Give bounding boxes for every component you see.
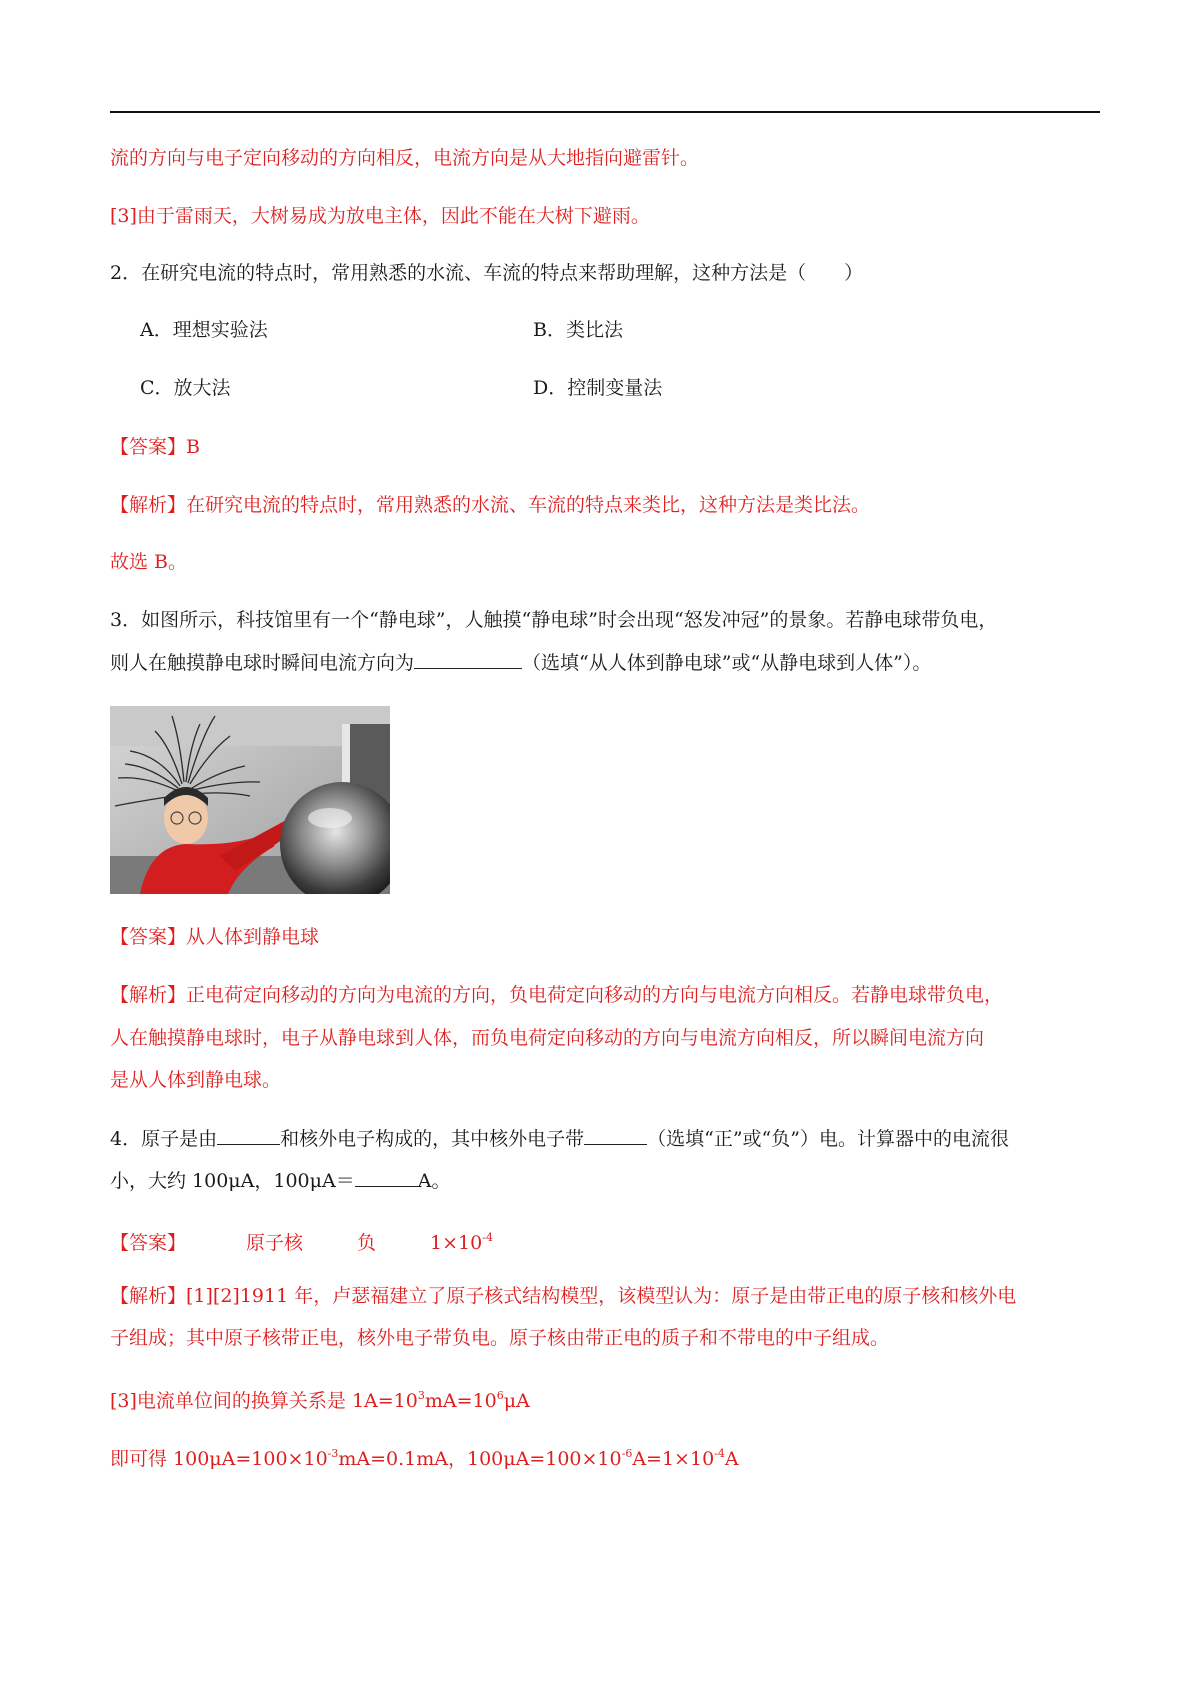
header-rule <box>110 111 1100 113</box>
q2-option-b: B．类比法 <box>533 319 623 341</box>
q4-analysis-line-2: 子组成；其中原子核带正电，核外电子带负电。原子核由带正电的质子和不带电的中子组成。 <box>110 1327 890 1349</box>
q4-stem-text: 4．原子是由 <box>110 1128 218 1150</box>
q2-analysis <box>110 491 870 519</box>
answer-tag: 【答案】 <box>110 926 187 948</box>
answer-value: B <box>186 436 200 458</box>
static-ball-photo <box>110 706 390 894</box>
analysis-tag: 【解析】 <box>110 984 187 1006</box>
formula-exp: -4 <box>714 1447 725 1460</box>
q3-answer <box>110 923 319 951</box>
answer-value-2: 负 <box>357 1232 377 1254</box>
q3-stem-line-2 <box>110 648 931 677</box>
answer-value: 从人体到静电球 <box>186 926 320 948</box>
q3-analysis-line-1 <box>110 981 1003 1009</box>
answer-value-3-base: 1×10 <box>430 1232 483 1254</box>
analysis-tag: 【解析】 <box>110 494 187 516</box>
formula-text: [3]电流单位间的换算关系是 1A=10 <box>110 1390 418 1412</box>
q1-analysis-line-3: [3]由于雷雨天，大树易成为放电主体，因此不能在大树下避雨。 <box>110 205 650 227</box>
q4-analysis-line-4 <box>110 1440 739 1473</box>
q4-analysis-line-1 <box>110 1282 1016 1310</box>
q4-stem-text: 小，大约 100μA，100μA＝ <box>110 1170 355 1192</box>
q4-stem-line-1 <box>110 1124 1009 1153</box>
answer-value-3 <box>430 1232 493 1254</box>
formula-exp: -6 <box>621 1447 633 1460</box>
formula-text: 即可得 100μA=100×10 <box>110 1448 328 1470</box>
answer-value-1: 原子核 <box>246 1232 304 1254</box>
q3-analysis-line-3: 是从人体到静电球。 <box>110 1069 282 1091</box>
q4-answer <box>110 1224 493 1257</box>
q4-stem-text: A。 <box>417 1170 451 1192</box>
q4-stem-text: 和核外电子构成的，其中核外电子带 <box>280 1128 585 1150</box>
analysis-text: [1][2]1911 年，卢瑟福建立了原子核式结构模型，该模型认为：原子是由带正电的原子核和核外电 <box>186 1285 1017 1307</box>
q2-answer <box>110 433 200 461</box>
q4-blank-1 <box>217 1124 280 1145</box>
analysis-text: 在研究电流的特点时，常用熟悉的水流、车流的特点来类比，这种方法是类比法。 <box>186 494 871 516</box>
q4-blank-2 <box>584 1124 647 1145</box>
formula-exp: 3 <box>417 1389 425 1402</box>
q2-conclusion: 故选 B。 <box>110 551 188 573</box>
q4-stem-line-2 <box>110 1166 450 1195</box>
q4-blank-3 <box>355 1166 418 1187</box>
answer-value-3-exp: -4 <box>482 1231 493 1244</box>
formula-text: mA=10 <box>424 1390 497 1412</box>
q2-stem: 2．在研究电流的特点时，常用熟悉的水流、车流的特点来帮助理解，这种方法是（ ） <box>110 262 864 284</box>
formula-exp: -3 <box>327 1447 339 1460</box>
formula-text: A <box>724 1448 739 1470</box>
q4-analysis-line-3 <box>110 1382 530 1415</box>
q3-stem-line-1: 3．如图所示，科技馆里有一个“静电球”，人触摸“静电球”时会出现“怒发冲冠”的景象。若静电球带负电， <box>110 609 998 631</box>
analysis-tag: 【解析】 <box>110 1285 187 1307</box>
q3-stem-text-end: （选填“从人体到静电球”或“从静电球到人体”）。 <box>522 652 932 674</box>
q2-option-a: A．理想实验法 <box>140 319 268 341</box>
q2-option-c: C．放大法 <box>140 377 231 399</box>
q4-stem-text: （选填“正”或“负”）电。计算器中的电流很 <box>647 1128 1009 1150</box>
formula-text: mA=0.1mA，100μA=100×10 <box>338 1448 622 1470</box>
q3-stem-text: 则人在触摸静电球时瞬间电流方向为 <box>110 652 415 674</box>
answer-tag: 【答案】 <box>110 436 187 458</box>
q3-analysis-line-2: 人在触摸静电球时，电子从静电球到人体，而负电荷定向移动的方向与电流方向相反，所以瞬间电流方向 <box>110 1027 985 1049</box>
formula-exp: 6 <box>496 1389 504 1402</box>
static-ball-illustration <box>110 706 390 894</box>
formula-text: A=1×10 <box>632 1448 715 1470</box>
q3-answer-blank <box>414 648 522 669</box>
answer-tag: 【答案】 <box>110 1232 187 1254</box>
formula-text: μA <box>503 1390 530 1412</box>
q1-analysis-line: 流的方向与电子定向移动的方向相反，电流方向是从大地指向避雷针。 <box>110 147 700 169</box>
analysis-text: 正电荷定向移动的方向为电流的方向，负电荷定向移动的方向与电流方向相反。若静电球带负电， <box>186 984 1004 1006</box>
q2-option-d: D．控制变量法 <box>533 377 663 399</box>
